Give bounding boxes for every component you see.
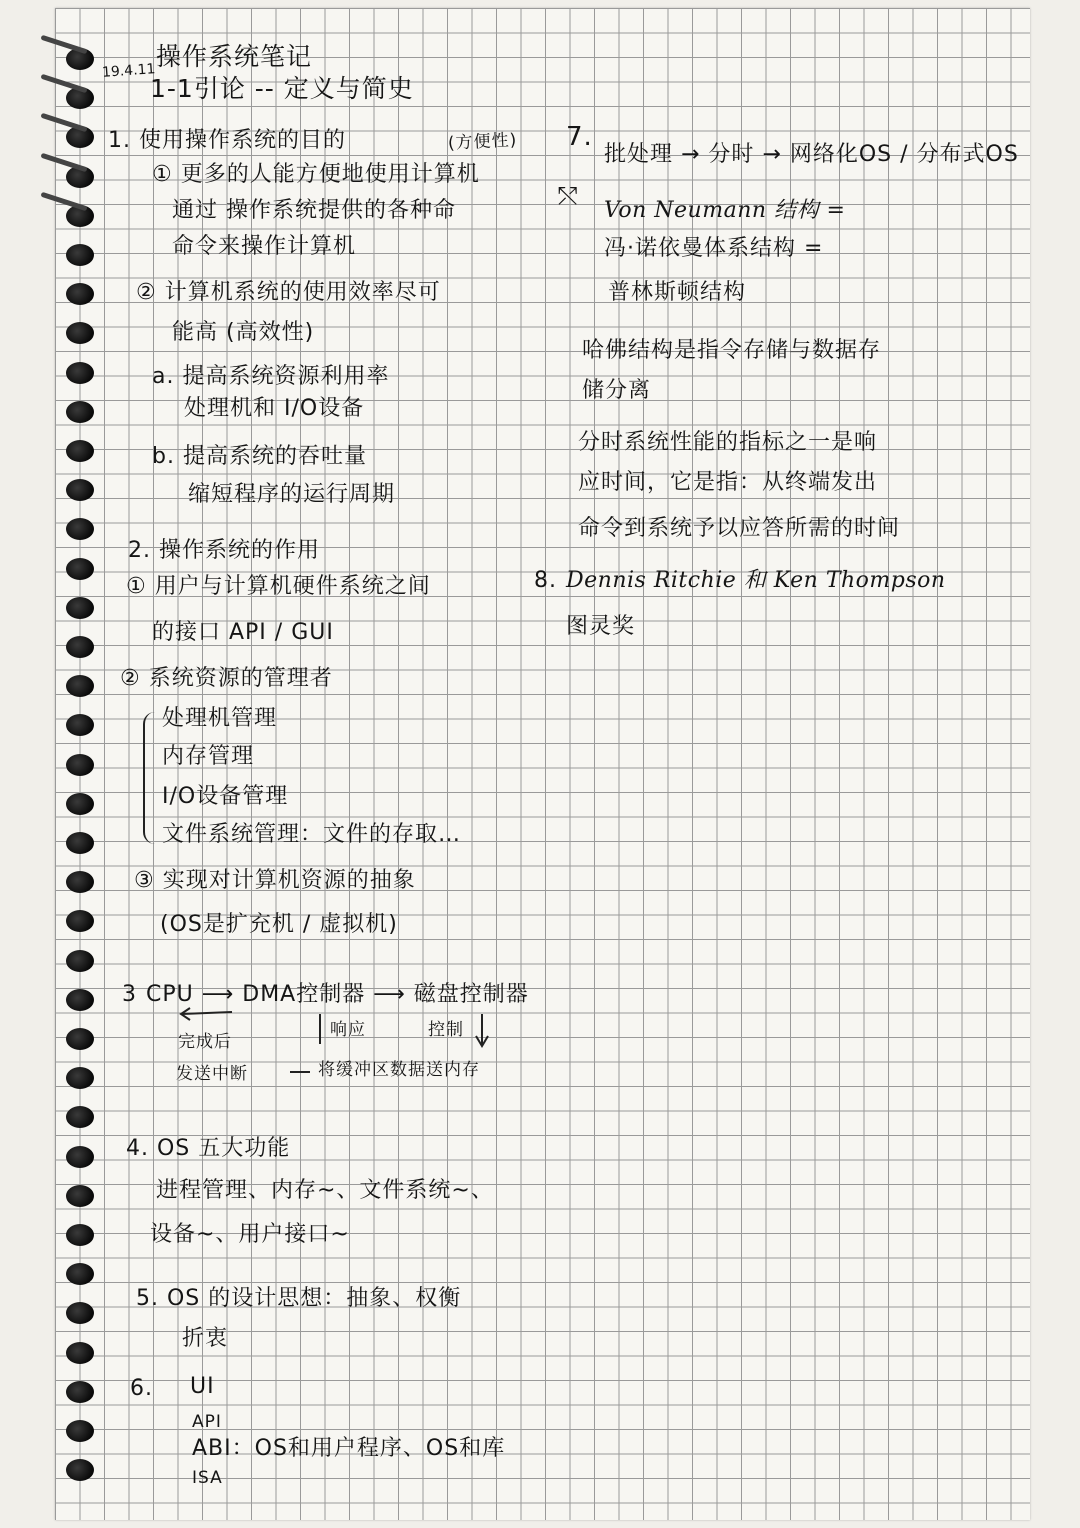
- harvard-line1: 哈佛结构是指令存储与数据存: [582, 338, 882, 363]
- section-8-number: 8.: [534, 568, 557, 593]
- page-subtitle: 1-1引论 -- 定义与简史: [150, 74, 414, 103]
- brace-item-file: 文件系统管理：文件的存取…: [162, 822, 462, 847]
- s7-line: 批处理 → 分时 → 网络化OS / 分布式OS: [604, 142, 1019, 167]
- s6-abi: ABI：OS和用户程序、OS和库: [192, 1436, 506, 1461]
- von-neumann-line1: Von Neumann 结构 =: [604, 198, 846, 223]
- dma-chain: CPU ⟶ DMA控制器 ⟶ 磁盘控制器: [146, 982, 529, 1007]
- section-3-number: 3: [122, 982, 137, 1007]
- s1-point1-line2: 通过 操作系统提供的各种命: [172, 198, 456, 223]
- s6-api: API: [192, 1412, 222, 1432]
- brace-item-cpu: 处理机管理: [162, 706, 278, 731]
- s2-point1-line1: ① 用户与计算机硬件系统之间: [126, 574, 431, 599]
- s1-point1-line3: 命令来操作计算机: [172, 234, 357, 259]
- s1-a-line2: 处理机和 I/O设备: [184, 396, 365, 421]
- brace-item-memory: 内存管理: [162, 744, 255, 769]
- s2-point3-line2: (OS是扩充机 / 虚拟机): [160, 912, 398, 937]
- s1-a-line1: a. 提高系统资源利用率: [152, 364, 390, 389]
- s4-line2: 设备~、用户接口~: [150, 1222, 350, 1247]
- date-note: 19.4.11: [101, 61, 156, 81]
- s7b-mark: ⤲: [558, 182, 579, 210]
- section-1-heading: 1. 使用操作系统的目的: [108, 128, 346, 153]
- s1-point1-line1: ① 更多的人能方便地使用计算机: [152, 162, 480, 187]
- von-neumann-line2: 冯·诺依曼体系结构 =: [604, 236, 824, 261]
- von-neumann-line3: 普林斯顿结构: [608, 280, 747, 305]
- section-6-number: 6.: [130, 1376, 153, 1401]
- back-label-line2: 发送中断: [176, 1064, 248, 1084]
- timeshare-line2: 应时间，它是指：从终端发出: [578, 470, 878, 495]
- page-title: 操作系统笔记: [156, 42, 313, 71]
- s2-point3-line1: ③ 实现对计算机资源的抽象: [134, 868, 416, 893]
- section-5-heading: 5. OS 的设计思想：抽象、权衡: [136, 1286, 462, 1311]
- timeshare-line1: 分时系统性能的指标之一是响: [578, 430, 878, 455]
- dma-action: 将缓冲区数据送内存: [318, 1060, 480, 1080]
- section-1-tag: (方便性): [447, 130, 518, 154]
- timeshare-line3: 命令到系统予以应答所需的时间: [578, 516, 901, 541]
- s6-isa: ISA: [192, 1468, 223, 1488]
- section-2-heading: 2. 操作系统的作用: [128, 538, 320, 563]
- s1-b-line1: b. 提高系统的吞吐量: [152, 444, 367, 469]
- s8-award: 图灵奖: [566, 614, 636, 639]
- back-label-line1: 完成后: [178, 1032, 232, 1052]
- section-4-heading: 4. OS 五大功能: [126, 1136, 291, 1161]
- s2-point1-line2: 的接口 API / GUI: [152, 620, 334, 645]
- s2-point2: ② 系统资源的管理者: [120, 666, 333, 691]
- s4-line1: 进程管理、内存~、文件系统~、: [156, 1178, 494, 1203]
- s1-b-line2: 缩短程序的运行周期: [188, 482, 396, 507]
- s1-point2-line2: 能高 (高效性): [172, 320, 315, 345]
- s5-cont: 折衷: [182, 1326, 229, 1351]
- section-7-number: 7.: [566, 122, 593, 152]
- s1-point2-line1: ② 计算机系统的使用效率尽可: [136, 280, 441, 305]
- harvard-line2: 储分离: [582, 378, 652, 403]
- back-arrow: [182, 1012, 232, 1014]
- respond-label: 响应: [330, 1020, 366, 1040]
- control-label: 控制: [428, 1020, 464, 1040]
- s8-names: Dennis Ritchie 和 Ken Thompson: [566, 568, 946, 593]
- s6-ui: UI: [190, 1374, 215, 1399]
- brace-item-io: I/O设备管理: [162, 784, 289, 809]
